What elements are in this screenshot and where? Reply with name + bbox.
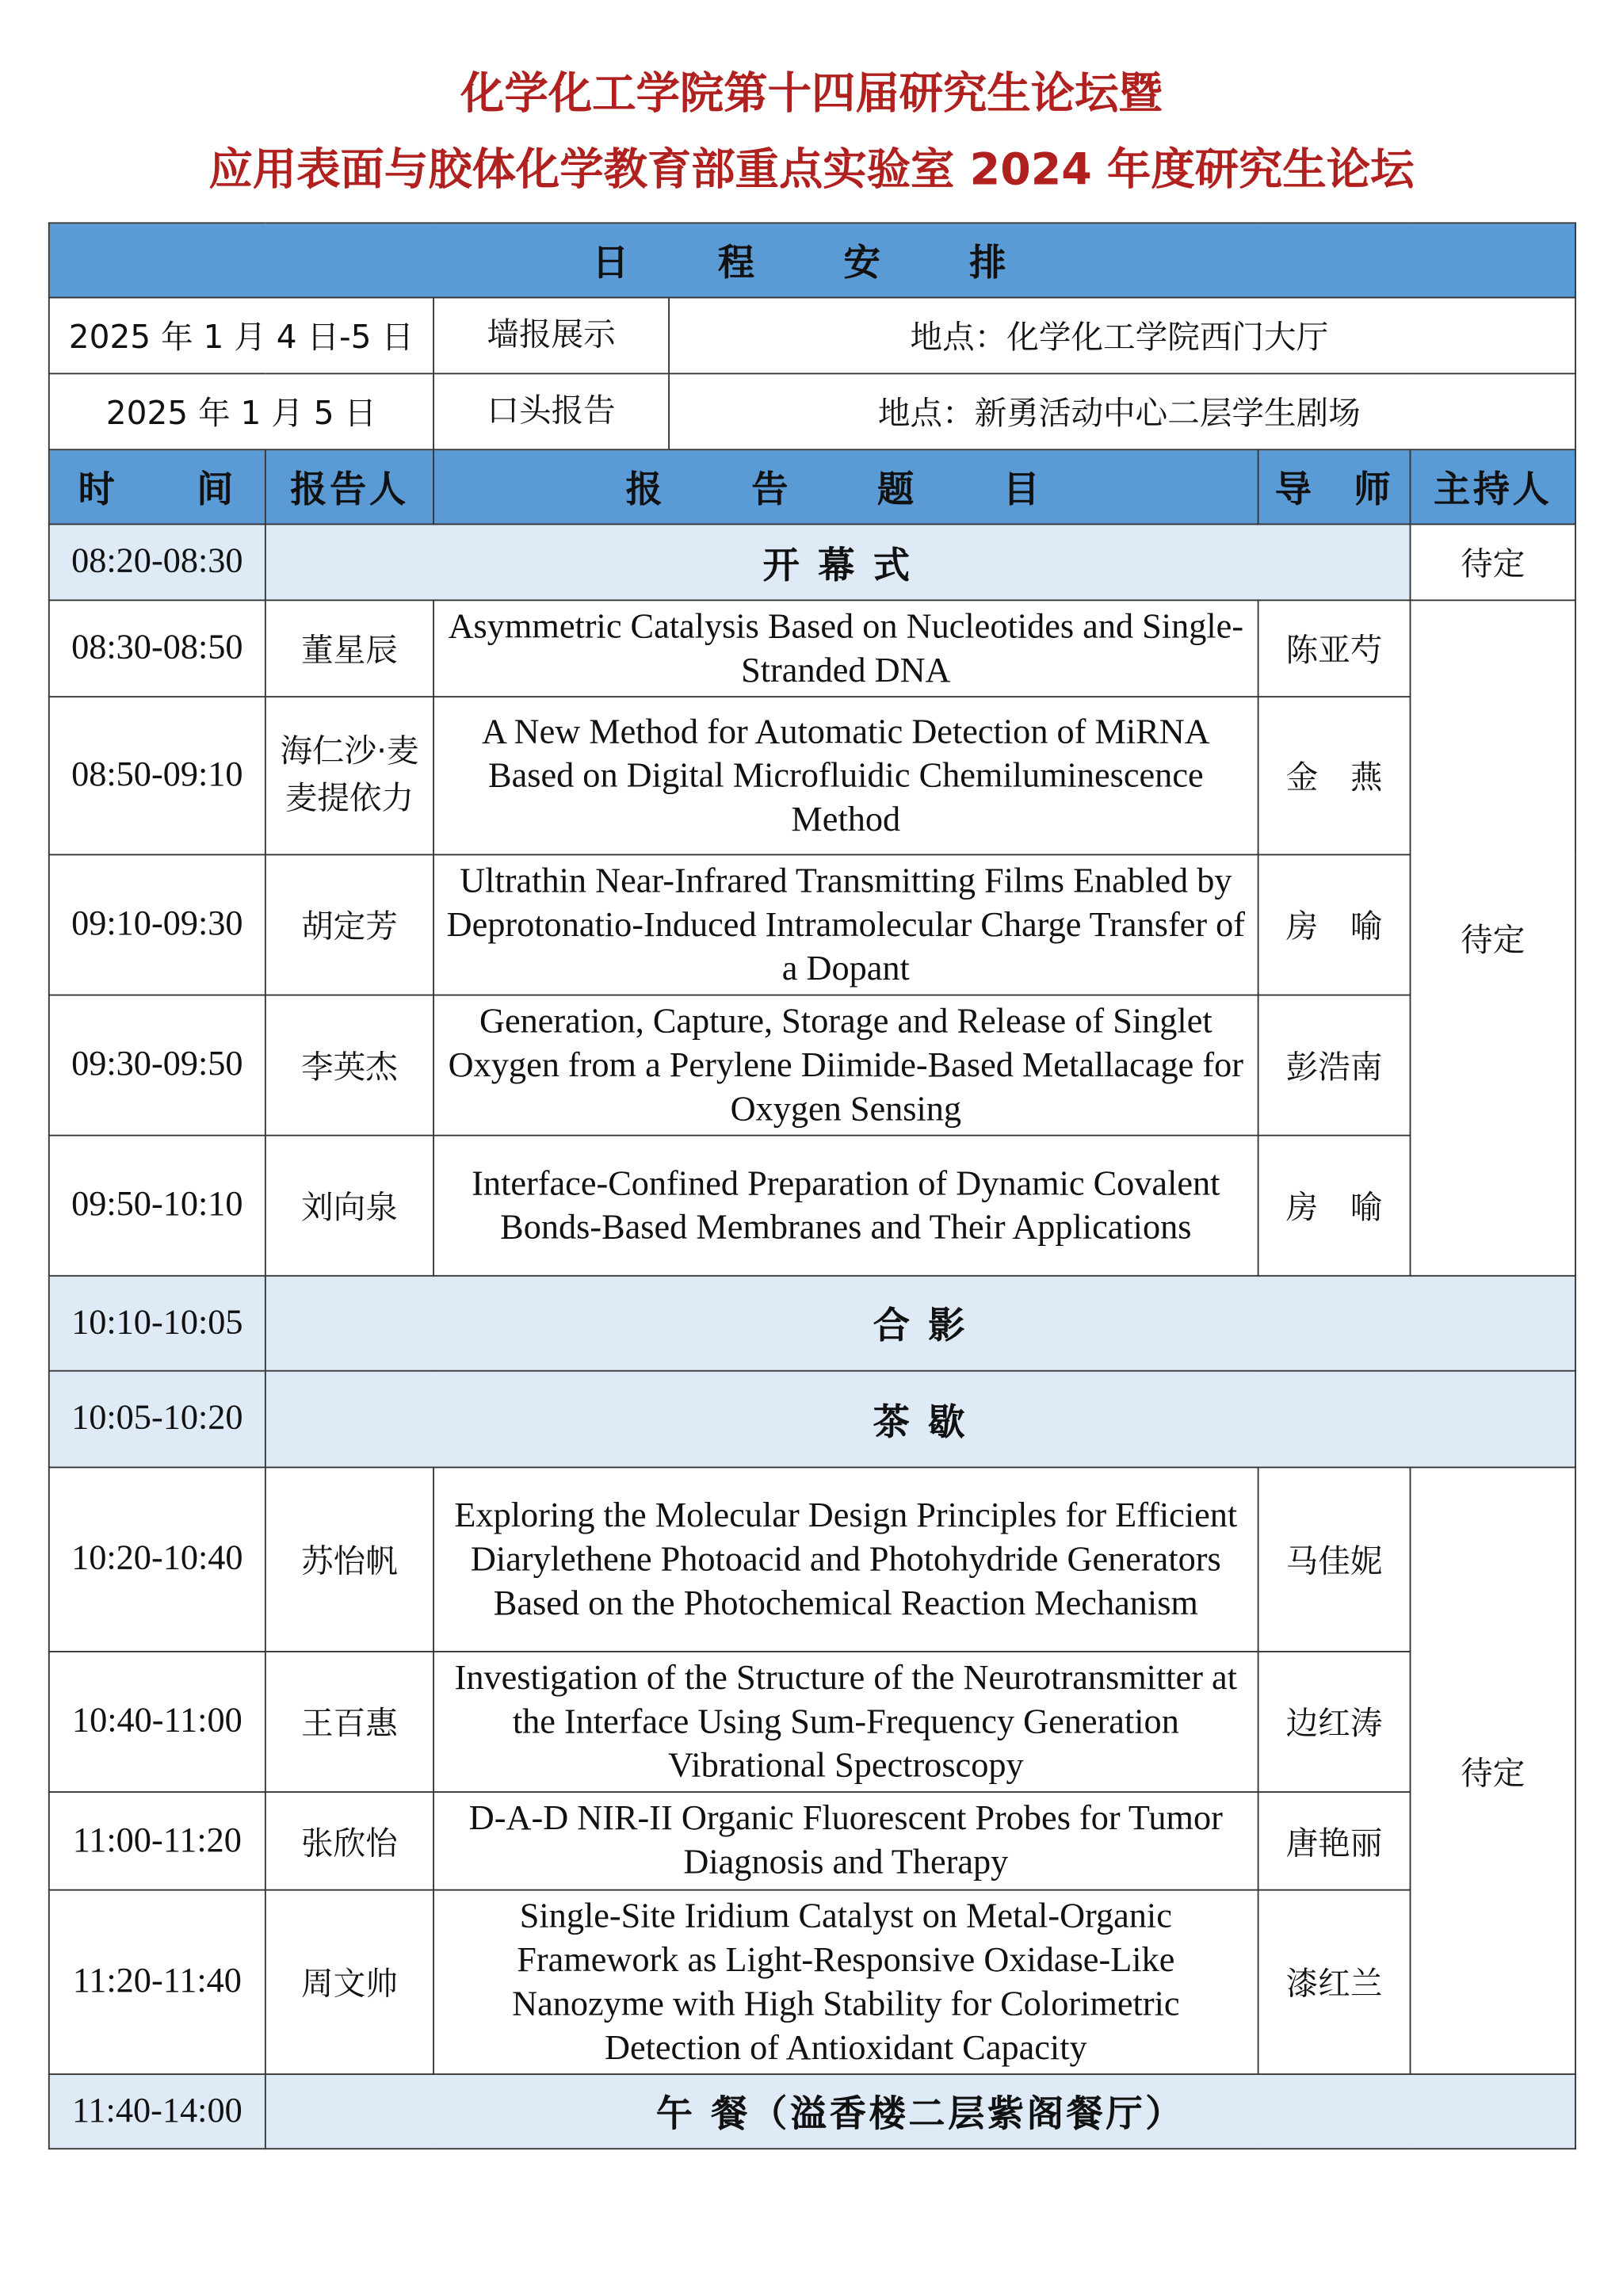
talk-topic: Exploring the Molecular Design Principles for Efficient Diarylethene Photoacid and Photohydride Generators Based on the Photochemical Reaction Mechanism — [433, 1467, 1258, 1651]
forum-title-line1: 化学化工学院第十四届研究生论坛暨 — [460, 68, 1163, 120]
event-time: 08:20-08:30 — [49, 524, 265, 600]
talk-topic: A New Method for Automatic Detection of MiRNA Based on Digital Microfluidic Chemiluminescence Method — [433, 697, 1258, 854]
info-location — [433, 297, 1575, 373]
event-label: 开 幕 式 — [265, 524, 1411, 600]
talk-topic: Interface-Confined Preparation of Dynamic Covalent Bonds-Based Membranes and Their Applications — [433, 1136, 1258, 1276]
talk-time: 11:00-11:20 — [49, 1792, 265, 1890]
talk-speaker: 胡定芳 — [265, 854, 433, 995]
info-row-oral — [49, 373, 1575, 449]
schedule-header: 日 程 安 排 — [49, 223, 1575, 297]
event-time: 10:10-10:05 — [49, 1276, 265, 1371]
talk-row — [49, 854, 1575, 995]
tea-row — [49, 1371, 1575, 1468]
talk-speaker: 董星辰 — [265, 600, 433, 697]
talk-row — [49, 1890, 1575, 2074]
info-type: 墙报展示 — [434, 298, 670, 372]
talk-row — [49, 995, 1575, 1136]
talk-speaker: 周文帅 — [265, 1890, 433, 2074]
column-header-row — [49, 449, 1575, 524]
talk-speaker: 刘向泉 — [265, 1136, 433, 1276]
talk-advisor: 唐艳丽 — [1258, 1792, 1411, 1890]
talk-topic: Single-Site Iridium Catalyst on Metal-Organic Framework as Light-Responsive Oxidase-Like Nanozyme with High Stability for Colorimetric Detection of Antioxidant Capacity — [433, 1890, 1258, 2074]
event-label: 午 餐（溢香楼二层紫阁餐厅） — [265, 2074, 1575, 2149]
schedule-header-row — [49, 223, 1575, 297]
talk-time: 08:30-08:50 — [49, 600, 265, 697]
talk-advisor: 彭浩南 — [1258, 995, 1411, 1136]
talk-time: 09:10-09:30 — [49, 854, 265, 995]
talk-topic: Generation, Capture, Storage and Release of Singlet Oxygen from a Perylene Diimide-Based Metallacage for Oxygen Sensing — [433, 995, 1258, 1136]
talk-advisor: 漆红兰 — [1258, 1890, 1411, 2074]
talk-speaker: 王百惠 — [265, 1652, 433, 1792]
info-location-text: 地点：新勇活动中心二层学生剧场 — [877, 395, 1361, 434]
col-header-advisor: 导 师 — [1258, 449, 1411, 524]
info-location-text: 地点：化学化工学院西门大厅 — [910, 320, 1329, 357]
talk-speaker: 张欣怡 — [265, 1792, 433, 1890]
col-header-speaker: 报告人 — [265, 449, 433, 524]
talk-time: 11:20-11:40 — [49, 1890, 265, 2074]
info-date: 2025 年 1 月 5 日 — [49, 373, 433, 449]
event-time: 11:40-14:00 — [49, 2074, 265, 2149]
talk-time: 09:50-10:10 — [49, 1136, 265, 1276]
col-header-topic: 报 告 题 目 — [433, 449, 1258, 524]
talk-advisor: 陈亚芍 — [1258, 600, 1411, 697]
talk-advisor: 马佳妮 — [1258, 1467, 1411, 1651]
talk-advisor: 金 燕 — [1258, 697, 1411, 854]
talk-time: 10:40-11:00 — [49, 1652, 265, 1792]
event-time: 10:05-10:20 — [49, 1371, 265, 1468]
talk-topic: Investigation of the Structure of the Neurotransmitter at the Interface Using Sum-Frequency Generation Vibrational Spectroscopy — [433, 1652, 1258, 1792]
talk-row — [49, 1467, 1575, 1651]
talk-topic: Ultrathin Near-Infrared Transmitting Films Enabled by Deprotonatio-Induced Intramolecular Charge Transfer of a Dopant — [433, 854, 1258, 995]
talk-speaker: 海仁沙·麦麦提依力 — [265, 697, 433, 854]
talk-advisor: 边红涛 — [1258, 1652, 1411, 1792]
session2-host: 待定 — [1411, 1467, 1576, 2074]
talk-time: 08:50-09:10 — [49, 697, 265, 854]
photo-row — [49, 1276, 1575, 1371]
info-row-poster — [49, 297, 1575, 373]
info-date: 2025 年 1 月 4 日-5 日 — [49, 297, 433, 373]
info-type: 口头报告 — [434, 374, 670, 449]
talk-row — [49, 1136, 1575, 1276]
host-cell: 待定 — [1411, 524, 1576, 600]
event-label: 合 影 — [265, 1276, 1575, 1371]
info-location — [433, 373, 1575, 449]
talk-row — [49, 1652, 1575, 1792]
talk-time: 09:30-09:50 — [49, 995, 265, 1136]
talk-speaker: 李英杰 — [265, 995, 433, 1136]
talk-topic: Asymmetric Catalysis Based on Nucleotides and Single-Stranded DNA — [433, 600, 1258, 697]
talk-row — [49, 697, 1575, 854]
talk-speaker: 苏怡帆 — [265, 1467, 433, 1651]
talk-advisor: 房 喻 — [1258, 854, 1411, 995]
talk-row — [49, 600, 1575, 697]
talk-advisor: 房 喻 — [1258, 1136, 1411, 1276]
col-header-time: 时 间 — [49, 449, 265, 524]
lunch-row — [49, 2074, 1575, 2149]
opening-row — [49, 524, 1575, 600]
col-header-host: 主持人 — [1411, 449, 1576, 524]
forum-title-line2: 应用表面与胶体化学教育部重点实验室 2024 年度研究生论坛 — [208, 144, 1415, 197]
talk-topic: D-A-D NIR-II Organic Fluorescent Probes for Tumor Diagnosis and Therapy — [433, 1792, 1258, 1890]
talk-row — [49, 1792, 1575, 1890]
event-label: 茶 歇 — [265, 1371, 1575, 1468]
session1-host: 待定 — [1411, 600, 1576, 1275]
schedule-table — [48, 222, 1576, 2149]
talk-time: 10:20-10:40 — [49, 1467, 265, 1651]
